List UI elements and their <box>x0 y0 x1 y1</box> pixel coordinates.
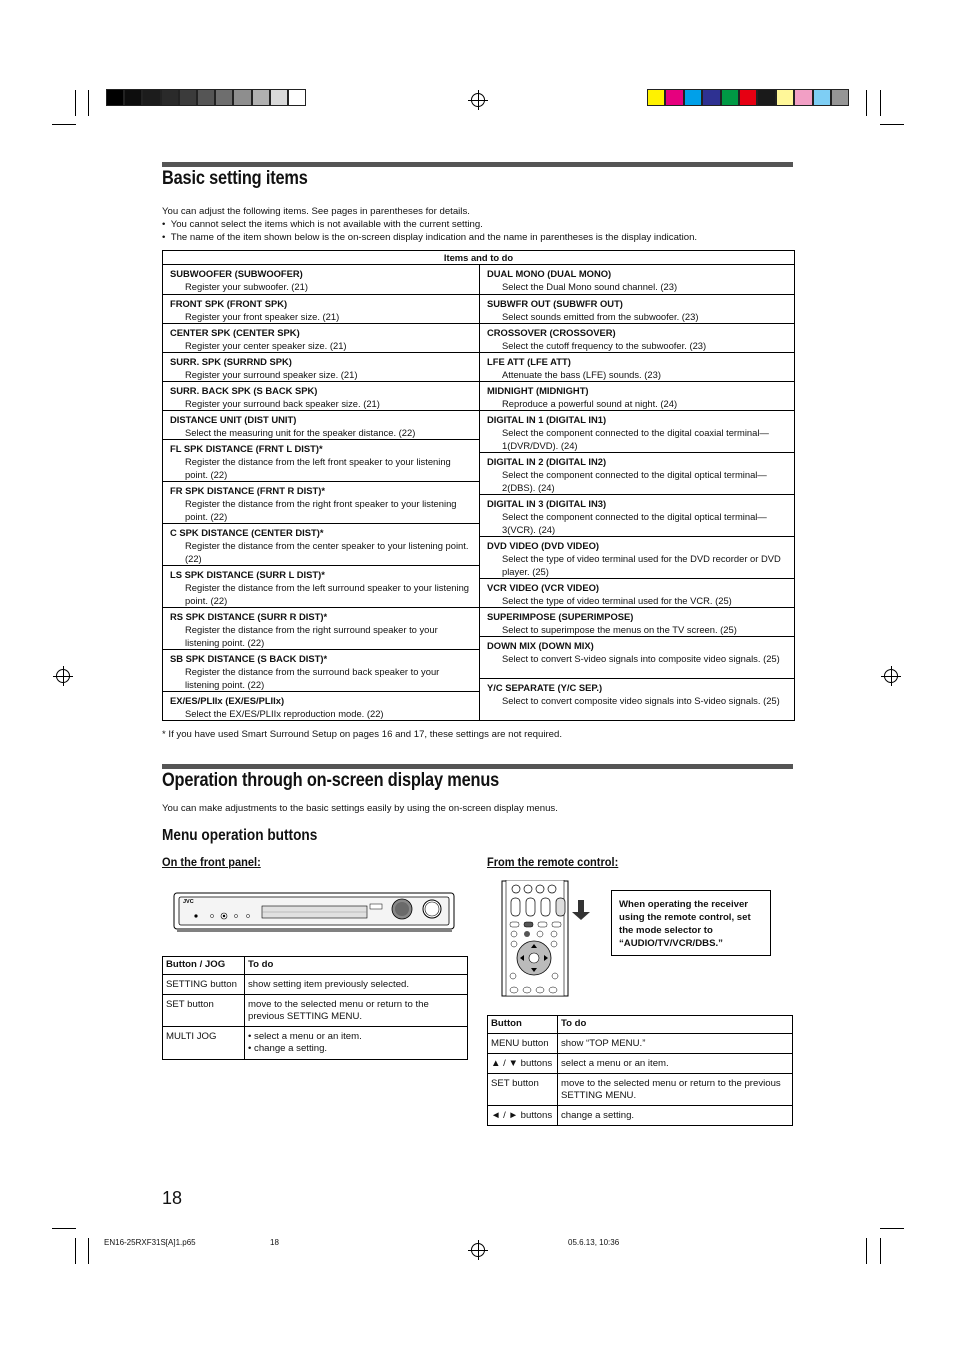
color-swatch <box>684 89 702 106</box>
table-row: SET button move to the selected menu or return to the previous SETTING MENU. <box>163 994 468 1026</box>
item-cell <box>480 536 794 578</box>
item-name: DISTANCE UNIT (DIST UNIT) <box>170 414 297 425</box>
table-row: MULTI JOG • select a menu or an item. • change a setting. <box>163 1026 468 1059</box>
brand-logo: JVC <box>183 899 194 905</box>
item-cell <box>480 323 794 352</box>
item-description: Select to convert S-video signals into composite video signals. (25) <box>502 653 780 664</box>
color-swatch <box>721 89 739 106</box>
item-name: DOWN MIX (DOWN MIX) <box>487 640 594 651</box>
bullet-1: • You cannot select the items which is not available with the current setting. <box>162 219 483 230</box>
item-cell <box>163 410 479 439</box>
col-header-todo: To do <box>558 1016 793 1034</box>
item-cell <box>480 578 794 607</box>
table-row: ◄ / ► buttons change a setting. <box>488 1105 793 1125</box>
item-description: Select the type of video terminal used for the VCR. (25) <box>502 595 732 606</box>
item-cell <box>163 607 479 649</box>
item-description: Register the distance from the right front speaker to your listening point. (22) <box>185 498 457 522</box>
item-cell <box>163 649 479 691</box>
items-left-column <box>163 265 479 720</box>
item-description: Select the component connected to the digital optical terminal—2(DBS). (24) <box>502 469 767 493</box>
color-swatch <box>215 89 233 106</box>
item-cell <box>480 607 794 636</box>
color-swatch <box>831 89 849 106</box>
page-number: 18 <box>162 1188 183 1208</box>
item-name: CROSSOVER (CROSSOVER) <box>487 327 616 338</box>
item-cell <box>480 381 794 410</box>
item-name: DVD VIDEO (DVD VIDEO) <box>487 540 599 551</box>
color-swatch <box>647 89 665 106</box>
color-swatch <box>179 89 197 106</box>
item-description: Register the distance from the left front speaker to your listening point. (22) <box>185 456 451 480</box>
item-cell <box>163 381 479 410</box>
section-title-basic-setting: Basic setting items <box>162 168 308 189</box>
remote-control-illustration <box>500 880 600 997</box>
item-description: Register the distance from the left surround speaker to your listening point. (22) <box>185 582 470 606</box>
items-right-column <box>479 265 794 720</box>
table-row: SET button move to the selected menu or return to the previous SETTING MENU. <box>488 1073 793 1105</box>
item-name: DIGITAL IN 3 (DIGITAL IN3) <box>487 498 607 509</box>
item-description: Register your surround speaker size. (21) <box>185 369 358 380</box>
item-name: FL SPK DISTANCE (FRNT L DIST)* <box>170 443 323 454</box>
item-name: FR SPK DISTANCE (FRNT R DIST)* <box>170 485 326 496</box>
remote-table <box>487 1015 793 1126</box>
color-swatch <box>197 89 215 106</box>
color-swatch <box>161 89 179 106</box>
item-name: Y/C SEPARATE (Y/C SEP.) <box>487 682 603 693</box>
item-name: SB SPK DISTANCE (S BACK DIST)* <box>170 653 328 664</box>
col-header-button-jog: Button / JOG <box>163 957 245 975</box>
item-name: RS SPK DISTANCE (SURR R DIST)* <box>170 611 328 622</box>
item-name: EX/ES/PLIIx (EX/ES/PLIIx) <box>170 695 285 706</box>
item-description: Select the cutoff frequency to the subwoofer. (23) <box>502 340 707 351</box>
item-description: Select the measuring unit for the speaker distance. (22) <box>185 427 416 438</box>
item-cell <box>163 323 479 352</box>
table-row: SETTING button show setting item previously selected. <box>163 974 468 994</box>
item-description: Attenuate the bass (LFE) sounds. (23) <box>502 369 661 380</box>
item-name: SURR. SPK (SURRND SPK) <box>170 356 292 367</box>
item-cell <box>163 265 479 294</box>
section-rule-2 <box>162 764 793 769</box>
item-cell <box>480 452 794 494</box>
item-cell <box>163 523 479 565</box>
item-description: Select the component connected to the digital optical terminal—3(VCR). (24) <box>502 511 767 535</box>
color-swatch <box>252 89 270 106</box>
item-name: CENTER SPK (CENTER SPK) <box>170 327 300 338</box>
item-description: Select to superimpose the menus on the TV screen. (25) <box>502 624 737 635</box>
footer-timestamp: 05.6.13, 10:36 <box>568 1238 620 1247</box>
footer-page: 18 <box>270 1238 279 1247</box>
color-swatch <box>794 89 812 106</box>
item-cell <box>480 636 794 678</box>
item-cell <box>480 410 794 452</box>
item-description: Register your subwoofer. (21) <box>185 281 308 292</box>
item-description: Register your center speaker size. (21) <box>185 340 347 351</box>
item-description: Register your surround back speaker size. (21) <box>185 398 380 409</box>
table-row: MENU button show “TOP MENU.” <box>488 1033 793 1053</box>
item-description: Select sounds emitted from the subwoofer. (23) <box>502 311 699 322</box>
item-name: SUPERIMPOSE (SUPERIMPOSE) <box>487 611 634 622</box>
col-header-button: Button <box>488 1016 558 1034</box>
menu-operation-heading: Menu operation buttons <box>162 827 318 844</box>
color-swatch <box>270 89 288 106</box>
item-cell <box>480 294 794 323</box>
color-swatch <box>142 89 160 106</box>
color-swatch <box>776 89 794 106</box>
item-cell <box>480 494 794 536</box>
items-table <box>162 250 795 721</box>
color-swatch <box>233 89 251 106</box>
items-table-header: Items and to do <box>163 251 794 265</box>
registration-mark-left <box>56 669 70 683</box>
item-description: Register the distance from the center speaker to your listening point. (22) <box>185 540 469 564</box>
remote-mode-note: When operating the receiver using the remote control, set the mode selector to “AUDIO/TV/VCR/DBS.” <box>611 890 771 956</box>
section-rule <box>162 162 793 167</box>
intro-text: You can adjust the following items. See pages in parentheses for details. <box>162 206 470 217</box>
color-swatch <box>702 89 720 106</box>
section2-intro: You can make adjustments to the basic settings easily by using the on-screen display menus. <box>162 803 558 814</box>
front-panel-heading: On the front panel: <box>162 855 261 869</box>
item-cell <box>163 691 479 720</box>
footnote: * If you have used Smart Surround Setup on pages 16 and 17, these settings are not required. <box>162 729 563 740</box>
item-name: LFE ATT (LFE ATT) <box>487 356 571 367</box>
item-name: SUBWFR OUT (SUBWFR OUT) <box>487 298 623 309</box>
item-cell <box>480 352 794 381</box>
item-cell <box>163 294 479 323</box>
item-name: LS SPK DISTANCE (SURR L DIST)* <box>170 569 325 580</box>
color-swatch <box>106 89 124 106</box>
color-swatch <box>665 89 683 106</box>
bullet-2: • The name of the item shown below is the on-screen display indication and the name in parentheses is the display indication. <box>162 232 698 243</box>
item-name: VCR VIDEO (VCR VIDEO) <box>487 582 599 593</box>
item-name: FRONT SPK (FRONT SPK) <box>170 298 288 309</box>
color-swatch <box>124 89 142 106</box>
item-description: Register the distance from the surround back speaker to your listening point. (22) <box>185 666 440 690</box>
item-name: C SPK DISTANCE (CENTER DIST)* <box>170 527 324 538</box>
item-name: DIGITAL IN 1 (DIGITAL IN1) <box>487 414 607 425</box>
item-name: DIGITAL IN 2 (DIGITAL IN2) <box>487 456 607 467</box>
item-description: Select the type of video terminal used for the DVD recorder or DVD player. (25) <box>502 553 781 577</box>
item-name: DUAL MONO (DUAL MONO) <box>487 268 612 279</box>
color-swatch <box>739 89 757 106</box>
item-description: Select the EX/ES/PLIIx reproduction mode. (22) <box>185 708 384 719</box>
item-name: SURR. BACK SPK (S BACK SPK) <box>170 385 318 396</box>
item-cell <box>163 565 479 607</box>
item-cell <box>480 265 794 294</box>
table-row: ▲ / ▼ buttons select a menu or an item. <box>488 1053 793 1073</box>
remote-heading: From the remote control: <box>487 855 619 869</box>
col-header-todo: To do <box>245 957 468 975</box>
footer-filename: EN16-25RXF31S[A]1.p65 <box>104 1238 196 1247</box>
item-name: MIDNIGHT (MIDNIGHT) <box>487 385 589 396</box>
item-cell <box>163 352 479 381</box>
registration-mark-top <box>471 93 485 107</box>
item-cell <box>480 678 794 720</box>
color-swatch <box>288 89 306 106</box>
item-description: Register the distance from the right surround speaker to your listening point. (22) <box>185 624 438 648</box>
registration-mark-bottom <box>471 1243 485 1257</box>
item-description: Reproduce a powerful sound at night. (24) <box>502 398 678 409</box>
color-swatch <box>757 89 775 106</box>
section-title-onscreen: Operation through on-screen display menus <box>162 770 500 791</box>
item-name: SUBWOOFER (SUBWOOFER) <box>170 268 303 279</box>
item-cell <box>163 481 479 523</box>
registration-mark-right <box>884 669 898 683</box>
front-panel-illustration <box>172 890 457 934</box>
item-description: Register your front speaker size. (21) <box>185 311 340 322</box>
item-description: Select the Dual Mono sound channel. (23) <box>502 281 678 292</box>
item-description: Select to convert composite video signals into S-video signals. (25) <box>502 695 780 706</box>
item-description: Select the component connected to the digital coaxial terminal—1(DVR/DVD). (24) <box>502 427 769 451</box>
item-cell <box>163 439 479 481</box>
front-panel-table <box>162 956 468 1060</box>
color-swatch <box>813 89 831 106</box>
